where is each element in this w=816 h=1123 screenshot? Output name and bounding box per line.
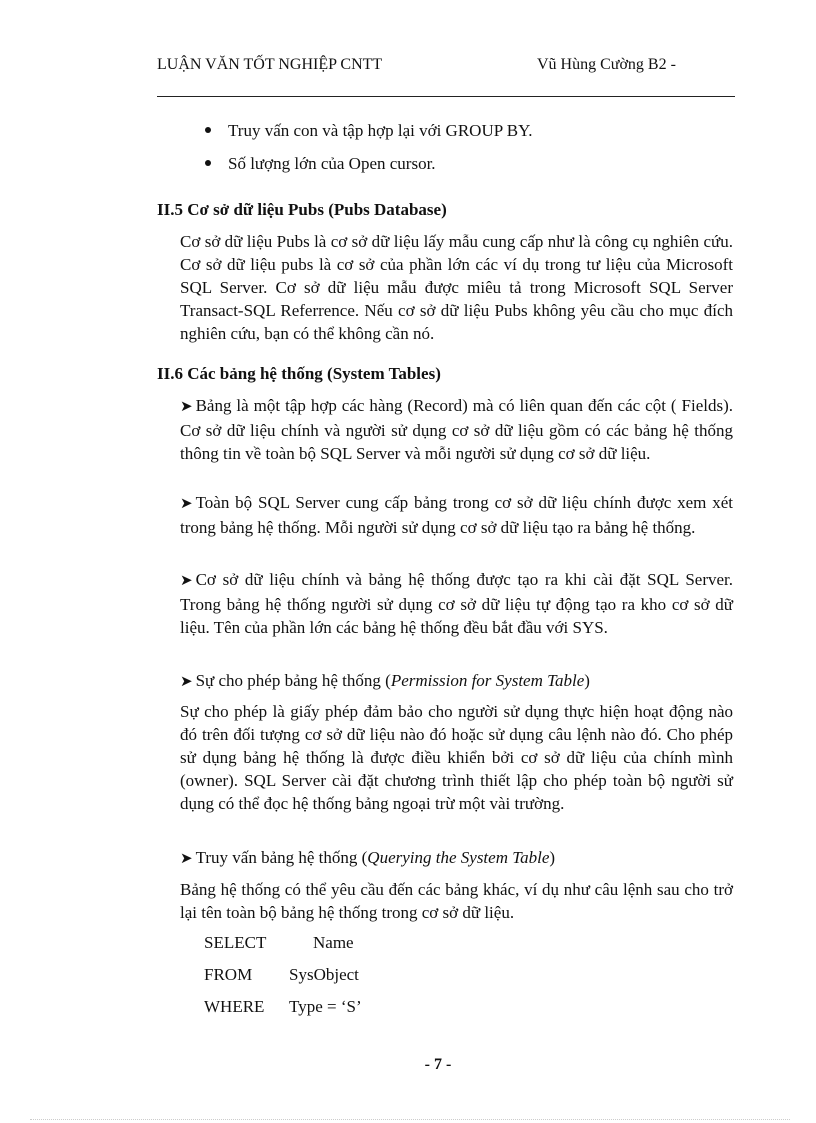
arrow-paragraph-text: Cơ sở dữ liệu chính và bảng hệ thống được tạo ra khi cài đặt SQL Server. Trong bảng hệ thống người sử dụng cơ sở dữ liệu tự động tạo ra kho cơ sở dữ liệu. Tên của phần lớn các bảng hệ thống đều bắt đầu với SYS. <box>180 570 733 637</box>
bullet-dot-icon <box>205 160 211 166</box>
arrow-paragraph <box>180 394 733 465</box>
query-subheading <box>180 846 733 871</box>
arrow-bullet-icon: ➤ <box>180 573 193 589</box>
code-keyword-from: FROM <box>204 965 253 984</box>
permission-label-italic: Permission for System Table <box>390 671 585 690</box>
section-heading-pubs: II.5 Cơ sở dữ liệu Pubs (Pubs Database) <box>157 200 447 219</box>
bullet-dot-icon <box>205 127 211 133</box>
arrow-bullet-icon: ➤ <box>180 851 193 867</box>
permission-subheading <box>180 669 733 694</box>
header-thesis-title: LUẬN VĂN TỐT NGHIỆP CNTT <box>157 56 383 73</box>
query-label-italic: Querying the System Table <box>367 848 550 867</box>
code-value-where: Type = ‘S’ <box>289 997 362 1016</box>
arrow-paragraph-text: Bảng là một tập hợp các hàng (Record) mà có liên quan đến các cột ( Fields). Cơ sở dữ liệu chính và người sử dụng cơ sở dữ liệu gồm có các bảng hệ thống thông tin về toàn bộ SQL Server và mỗi người sử dụng cơ sở dữ liệu. <box>180 396 733 463</box>
arrow-paragraph <box>180 491 733 539</box>
code-keyword-select: SELECT <box>204 933 267 952</box>
paragraph-query: Bảng hệ thống có thể yêu cầu đến các bảng khác, ví dụ như câu lệnh sau cho trở lại tên toàn bộ bảng hệ thống trong cơ sở dữ liệu. <box>180 880 733 922</box>
code-value-from: SysObject <box>289 965 359 984</box>
query-label-close: ) <box>549 848 556 867</box>
arrow-paragraph-text: Toàn bộ SQL Server cung cấp bảng trong cơ sở dữ liệu chính được xem xét trong bảng hệ thống. Mỗi người sử dụng cơ sở dữ liệu tạo ra bảng hệ thống. <box>180 493 733 537</box>
permission-label-close: ) <box>584 671 590 690</box>
page-header <box>157 52 735 97</box>
bullet-item: Số lượng lớn của Open cursor. <box>228 154 436 173</box>
paragraph-pubs: Cơ sở dữ liệu Pubs là cơ sở dữ liệu lấy mẫu cung cấp như là công cụ nghiên cứu. Cơ sở dữ liệu pubs là cơ sở của phần lớn các ví dụ trong tư liệu của Microsoft SQL Server. Cơ sở dữ liệu mẫu được miêu tả trong Microsoft SQL Server Transact-SQL Referrence. Nếu cơ sở dữ liệu Pubs không yêu cầu cho mục đích nghiên cứu, bạn có thể không cần nó. <box>180 232 733 343</box>
arrow-bullet-icon: ➤ <box>180 399 193 415</box>
header-author: Vũ Hùng Cường B2 - <box>537 56 676 73</box>
query-label: Truy vấn bảng hệ thống ( <box>195 848 368 867</box>
code-keyword-where: WHERE <box>204 997 265 1016</box>
arrow-bullet-icon: ➤ <box>180 674 193 690</box>
section-heading-system-tables: II.6 Các bảng hệ thống (System Tables) <box>157 364 441 383</box>
permission-label: Sự cho phép bảng hệ thống ( <box>195 671 391 690</box>
page-number: - 7 - <box>424 1056 452 1073</box>
arrow-paragraph <box>180 568 733 639</box>
paragraph-permission: Sự cho phép là giấy phép đảm bảo cho người sử dụng thực hiện hoạt động nào đó trên đối tượng cơ sở dữ liệu nào đó hoặc sử dụng câu lệnh nào đó. Cho phép sử dụng bảng hệ thống là được điều khiển bởi cơ sở dữ liệu của chính mình (owner). SQL Server cài đặt chương trình thiết lập cho phép toàn bộ người sử dụng có thể đọc hệ thống bảng ngoại trừ một vài trường. <box>180 702 733 813</box>
bullet-item: Truy vấn con và tập hợp lại với GROUP BY. <box>228 121 533 140</box>
code-value-select: Name <box>313 933 354 952</box>
footer-divider <box>30 1119 790 1120</box>
arrow-bullet-icon: ➤ <box>180 496 193 512</box>
